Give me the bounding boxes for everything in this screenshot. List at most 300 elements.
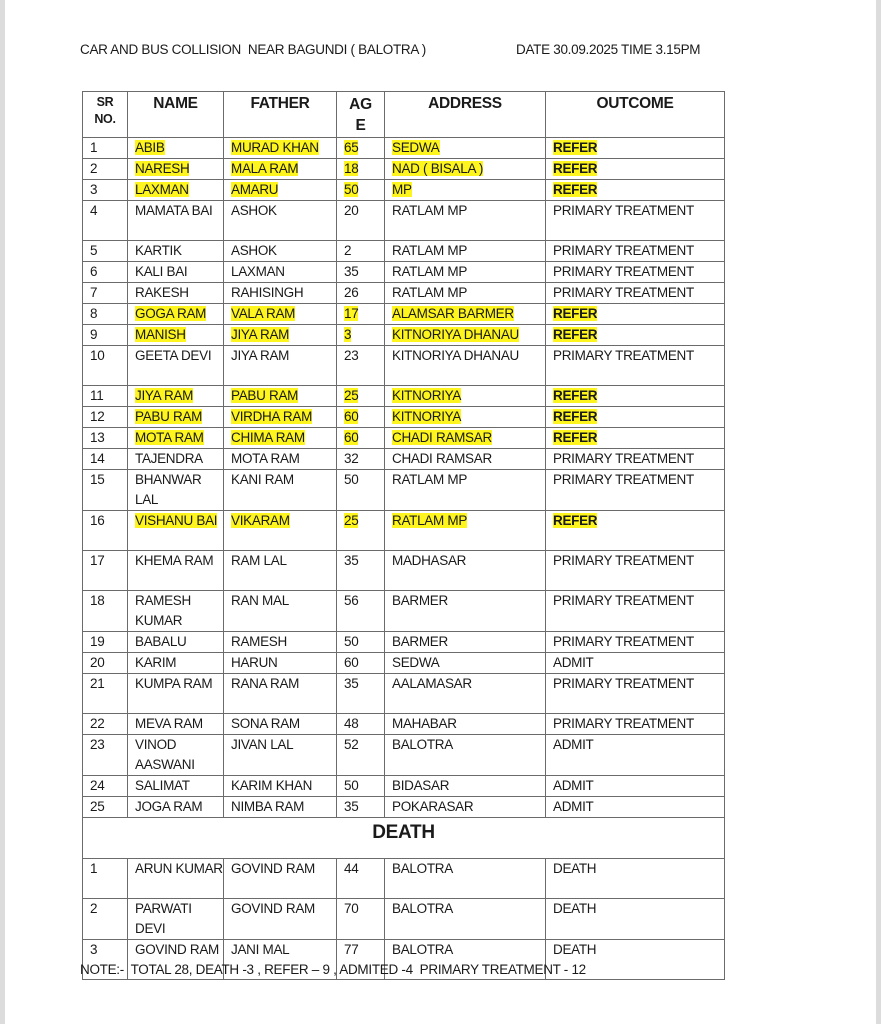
cell-father [224,428,337,449]
outcome-value: ADMIT [553,737,594,752]
cell-sr [83,859,128,899]
column-header-sr [83,92,128,138]
cell-sr [83,283,128,304]
name-value: MAMATA BAI [135,203,213,218]
cell-sr [83,407,128,428]
cell-address [385,674,546,714]
outcome-value: DEATH [553,942,597,957]
age-value: 23 [344,348,359,363]
cell-outcome [546,346,725,386]
cell-outcome [546,325,725,346]
cell-address [385,797,546,818]
column-header-age-label: AGE [349,96,372,134]
name-value: GEETA DEVI [135,348,212,363]
cell-outcome [546,262,725,283]
cell-age [337,428,385,449]
table-row [83,386,725,407]
name-value: MEVA RAM [135,716,203,731]
address-value: KITNORIYA DHANAU [392,327,519,342]
cell-sr [83,325,128,346]
age-value: 77 [344,942,359,957]
cell-sr [83,797,128,818]
father-value: HARUN [231,655,278,670]
table-row [83,591,725,632]
name-value: GOVIND RAM [135,942,220,957]
cell-sr [83,159,128,180]
cell-name [128,797,224,818]
document-title: CAR AND BUS COLLISION NEAR BAGUNDI ( BALOTRA ) [80,42,426,57]
cell-outcome [546,428,725,449]
death-section-title: DEATH [83,818,725,859]
father-value: MALA RAM [231,161,299,176]
age-value: 2 [344,243,352,258]
cell-outcome [546,138,725,159]
cell-father [224,859,337,899]
address-value: BALOTRA [392,901,453,916]
age-value: 60 [344,655,359,670]
address-value: BARMER [392,634,448,649]
cell-outcome [546,180,725,201]
address-value: BIDASAR [392,778,450,793]
cell-age [337,325,385,346]
name-value: NARESH [135,161,190,176]
cell-father [224,449,337,470]
name-value: MOTA RAM [135,430,204,445]
cell-name [128,470,224,511]
cell-sr [83,180,128,201]
name-value: SALIMAT [135,778,190,793]
cell-age [337,899,385,940]
table-row [83,735,725,776]
outcome-value: PRIMARY TREATMENT [553,264,694,279]
cell-outcome [546,511,725,551]
name-value: KARTIK [135,243,182,258]
sr-value: 5 [90,243,98,258]
page-edge-right [876,0,881,1024]
table-row [83,551,725,591]
age-value: 48 [344,716,359,731]
cell-sr [83,899,128,940]
cell-name [128,180,224,201]
cell-father [224,653,337,674]
sr-value: 18 [90,593,105,608]
cell-sr [83,511,128,551]
sr-value: 12 [90,409,105,424]
address-value: NAD ( BISALA ) [392,161,484,176]
age-value: 35 [344,264,359,279]
father-value: LAXMAN [231,264,285,279]
table-row [83,674,725,714]
cell-age [337,735,385,776]
cell-age [337,407,385,428]
age-value: 35 [344,676,359,691]
cell-age [337,632,385,653]
name-value: TAJENDRA [135,451,203,466]
cell-name [128,428,224,449]
outcome-value: PRIMARY TREATMENT [553,676,694,691]
cell-father [224,283,337,304]
cell-outcome [546,591,725,632]
table-row [83,449,725,470]
cell-age [337,159,385,180]
age-value: 50 [344,182,359,197]
cell-name [128,325,224,346]
name-value: ARUN KUMAR [135,861,223,876]
cell-address [385,304,546,325]
outcome-value: PRIMARY TREATMENT [553,285,694,300]
cell-father [224,899,337,940]
summary-note: NOTE:- TOTAL 28, DEATH -3 , REFER – 9 , ADMITED -4 PRIMARY TREATMENT - 12 [80,962,586,977]
cell-age [337,674,385,714]
cell-outcome [546,407,725,428]
father-value: RAM LAL [231,553,287,568]
address-value: MP [392,182,412,197]
cell-name [128,346,224,386]
outcome-value: REFER [553,513,598,528]
name-value: KUMPA RAM [135,676,213,691]
age-value: 25 [344,513,359,528]
cell-address [385,407,546,428]
name-value: PABU RAM [135,409,203,424]
outcome-value: ADMIT [553,778,594,793]
name-value: RAKESH [135,285,189,300]
cell-age [337,241,385,262]
cell-outcome [546,899,725,940]
cell-name [128,138,224,159]
cell-outcome [546,797,725,818]
cell-name [128,591,224,632]
address-value: KITNORIYA DHANAU [392,348,519,363]
cell-age [337,653,385,674]
table-row [83,428,725,449]
cell-name [128,241,224,262]
sr-value: 3 [90,182,98,197]
cell-sr [83,262,128,283]
address-value: SEDWA [392,140,440,155]
cell-sr [83,632,128,653]
address-value: MADHASAR [392,553,467,568]
age-value: 50 [344,634,359,649]
cell-age [337,859,385,899]
name-value: LAXMAN [135,182,189,197]
column-header-sr-label: SR NO. [94,95,116,126]
page-edge-left [0,0,5,1024]
age-value: 50 [344,778,359,793]
cell-father [224,159,337,180]
name-value: VINOD AASWANI [135,737,195,772]
age-value: 65 [344,140,359,155]
father-value: RANA RAM [231,676,300,691]
cell-age [337,262,385,283]
father-value: CHIMA RAM [231,430,305,445]
cell-address [385,386,546,407]
cell-father [224,262,337,283]
cell-address [385,899,546,940]
outcome-value: ADMIT [553,799,594,814]
cell-sr [83,591,128,632]
address-value: POKARASAR [392,799,474,814]
outcome-value: REFER [553,409,598,424]
cell-address [385,551,546,591]
table-row [83,346,725,386]
column-header-outcome: OUTCOME [546,92,725,138]
father-value: KARIM KHAN [231,778,313,793]
cell-age [337,551,385,591]
table-row [83,653,725,674]
name-value: PARWATI DEVI [135,901,192,936]
cell-address [385,591,546,632]
cell-age [337,511,385,551]
cell-address [385,449,546,470]
cell-father [224,201,337,241]
cell-address [385,653,546,674]
cell-address [385,241,546,262]
age-value: 25 [344,388,359,403]
outcome-value: REFER [553,161,598,176]
cell-name [128,159,224,180]
cell-sr [83,551,128,591]
cell-address [385,859,546,899]
sr-value: 2 [90,161,98,176]
outcome-value: REFER [553,182,598,197]
cell-outcome [546,714,725,735]
cell-sr [83,735,128,776]
name-value: KARIM [135,655,177,670]
death-section-row [83,818,725,859]
address-value: SEDWA [392,655,440,670]
cell-father [224,735,337,776]
father-value: JANI MAL [231,942,290,957]
cell-outcome [546,201,725,241]
address-value: ALAMSAR BARMER [392,306,514,321]
sr-value: 2 [90,901,98,916]
father-value: ASHOK [231,203,277,218]
cell-sr [83,653,128,674]
column-header-name: NAME [128,92,224,138]
sr-value: 1 [90,140,98,155]
father-value: PABU RAM [231,388,299,403]
age-value: 56 [344,593,359,608]
cell-address [385,776,546,797]
age-value: 18 [344,161,359,176]
cell-father [224,346,337,386]
cell-father [224,180,337,201]
cell-age [337,283,385,304]
table-row [83,325,725,346]
cell-name [128,201,224,241]
address-value: BALOTRA [392,737,453,752]
sr-value: 22 [90,716,105,731]
cell-sr [83,201,128,241]
outcome-value: REFER [553,430,598,445]
cell-name [128,776,224,797]
father-value: VIRDHA RAM [231,409,313,424]
cell-sr [83,304,128,325]
cell-father [224,776,337,797]
address-value: MAHABAR [392,716,457,731]
cell-address [385,262,546,283]
table-row [83,407,725,428]
cell-name [128,283,224,304]
casualty-table [82,91,725,980]
cell-name [128,714,224,735]
cell-father [224,304,337,325]
outcome-value: PRIMARY TREATMENT [553,203,694,218]
name-value: KALI BAI [135,264,188,279]
address-value: RATLAM MP [392,203,468,218]
cell-father [224,386,337,407]
table-row [83,470,725,511]
cell-father [224,674,337,714]
outcome-value: REFER [553,140,598,155]
column-header-age [337,92,385,138]
cell-age [337,386,385,407]
cell-age [337,591,385,632]
cell-father [224,470,337,511]
father-value: NIMBA RAM [231,799,305,814]
cell-address [385,511,546,551]
column-header-address: ADDRESS [385,92,546,138]
sr-value: 21 [90,676,105,691]
age-value: 52 [344,737,359,752]
address-value: CHADI RAMSAR [392,451,492,466]
outcome-value: PRIMARY TREATMENT [553,593,694,608]
cell-father [224,591,337,632]
cell-sr [83,776,128,797]
sr-value: 4 [90,203,98,218]
sr-value: 24 [90,778,105,793]
cell-outcome [546,283,725,304]
death-row [83,899,725,940]
cell-father [224,632,337,653]
cell-age [337,180,385,201]
cell-sr [83,138,128,159]
outcome-value: DEATH [553,861,597,876]
name-value: JOGA RAM [135,799,203,814]
document-date-time: DATE 30.09.2025 TIME 3.15PM [516,42,701,57]
cell-age [337,797,385,818]
outcome-value: DEATH [553,901,597,916]
sr-value: 7 [90,285,98,300]
cell-name [128,511,224,551]
table-row [83,304,725,325]
address-value: RATLAM MP [392,513,468,528]
cell-sr [83,449,128,470]
sr-value: 23 [90,737,105,752]
cell-address [385,632,546,653]
table-row [83,241,725,262]
address-value: BALOTRA [392,942,453,957]
cell-name [128,551,224,591]
death-row [83,859,725,899]
outcome-value: REFER [553,327,598,342]
cell-outcome [546,470,725,511]
cell-address [385,159,546,180]
outcome-value: PRIMARY TREATMENT [553,451,694,466]
father-value: MURAD KHAN [231,140,319,155]
table-row [83,159,725,180]
cell-outcome [546,859,725,899]
father-value: RAN MAL [231,593,289,608]
outcome-value: PRIMARY TREATMENT [553,243,694,258]
cell-address [385,325,546,346]
age-value: 50 [344,472,359,487]
age-value: 26 [344,285,359,300]
sr-value: 10 [90,348,105,363]
cell-sr [83,674,128,714]
age-value: 17 [344,306,359,321]
sr-value: 16 [90,513,105,528]
cell-sr [83,428,128,449]
age-value: 60 [344,430,359,445]
cell-name [128,449,224,470]
name-value: RAMESH KUMAR [135,593,191,628]
cell-outcome [546,159,725,180]
age-value: 32 [344,451,359,466]
cell-name [128,632,224,653]
cell-outcome [546,304,725,325]
cell-outcome [546,776,725,797]
cell-sr [83,346,128,386]
name-value: GOGA RAM [135,306,207,321]
cell-age [337,470,385,511]
sr-value: 20 [90,655,105,670]
outcome-value: PRIMARY TREATMENT [553,716,694,731]
name-value: ABIB [135,140,165,155]
document-header [80,42,730,62]
cell-age [337,304,385,325]
cell-outcome [546,653,725,674]
cell-name [128,304,224,325]
table-row [83,180,725,201]
age-value: 35 [344,553,359,568]
address-value: KITNORIYA [392,409,462,424]
father-value: RAMESH [231,634,287,649]
cell-age [337,449,385,470]
cell-outcome [546,386,725,407]
father-value: VALA RAM [231,306,296,321]
name-value: BHANWAR LAL [135,472,202,507]
cell-address [385,180,546,201]
sr-value: 11 [90,388,104,403]
cell-address [385,138,546,159]
table-header-row [83,92,725,138]
table-row [83,201,725,241]
address-value: RATLAM MP [392,264,468,279]
outcome-value: PRIMARY TREATMENT [553,472,694,487]
sr-value: 1 [90,861,98,876]
age-value: 35 [344,799,359,814]
father-value: RAHISINGH [231,285,304,300]
sr-value: 6 [90,264,98,279]
cell-age [337,776,385,797]
outcome-value: ADMIT [553,655,594,670]
cell-father [224,407,337,428]
cell-name [128,674,224,714]
age-value: 44 [344,861,359,876]
cell-outcome [546,449,725,470]
father-value: MOTA RAM [231,451,300,466]
cell-address [385,735,546,776]
name-value: KHEMA RAM [135,553,214,568]
cell-father [224,325,337,346]
table-row [83,283,725,304]
table-row [83,138,725,159]
cell-outcome [546,241,725,262]
table-row [83,262,725,283]
name-value: MANISH [135,327,186,342]
cell-father [224,714,337,735]
